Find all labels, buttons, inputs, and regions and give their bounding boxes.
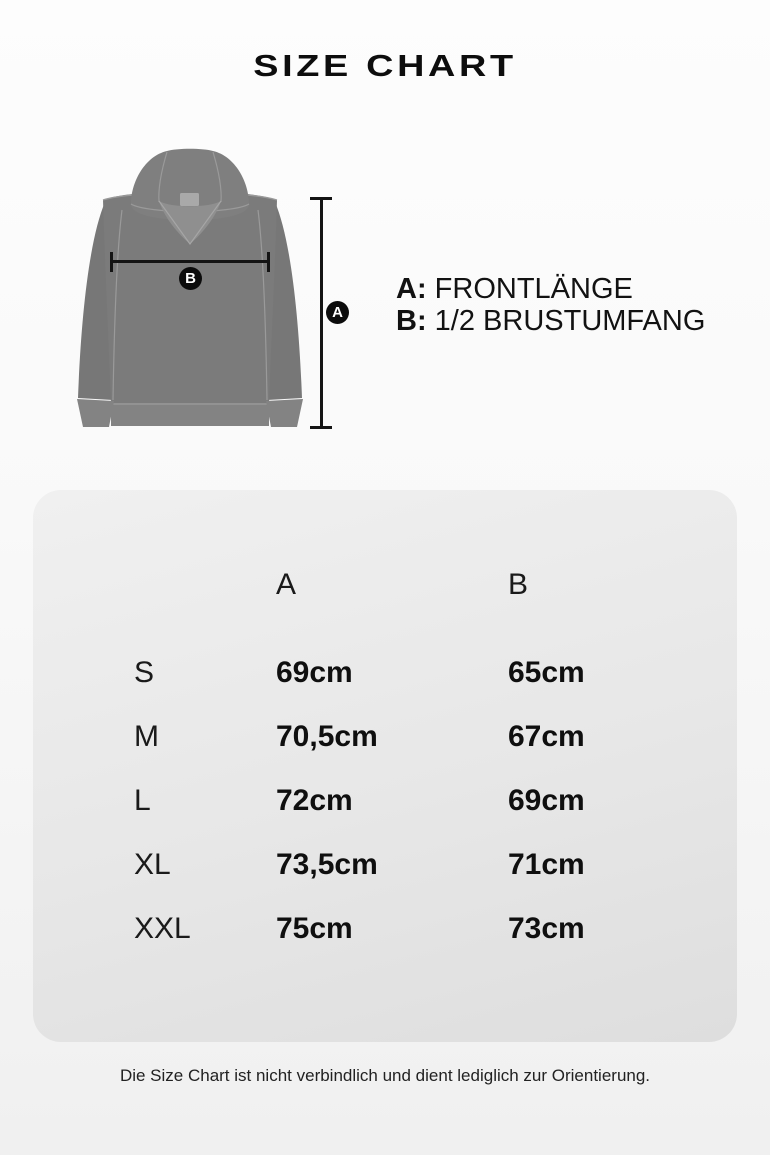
measure-b-line: [111, 260, 269, 263]
hoodie-illustration: [75, 148, 305, 450]
header: [0, 48, 770, 84]
measure-b-cap-right: [267, 252, 270, 272]
legend-key-a: A:: [396, 273, 427, 305]
legend-key-b: B:: [396, 305, 427, 337]
value-a: 75cm: [276, 912, 353, 945]
value-a: 73,5cm: [276, 848, 378, 881]
value-b: 67cm: [508, 720, 585, 753]
size-label: XXL: [134, 912, 191, 945]
measure-a-cap-bottom: [310, 426, 332, 429]
table-row: [33, 641, 737, 705]
table-header-row: [33, 553, 737, 617]
legend-label-a: FRONTLÄNGE: [434, 273, 633, 305]
value-b: 71cm: [508, 848, 585, 881]
size-label: M: [134, 720, 159, 753]
legend-line-a: [396, 273, 705, 305]
disclaimer-text: Die Size Chart ist nicht verbindlich und dient lediglich zur Orientierung.: [119, 1066, 651, 1085]
value-b: 65cm: [508, 656, 585, 689]
marker-b-badge: [179, 267, 202, 290]
value-a: 72cm: [276, 784, 353, 817]
value-b: 73cm: [508, 912, 585, 945]
size-label: L: [134, 784, 151, 817]
value-a: 69cm: [276, 656, 353, 689]
table-row: [33, 897, 737, 961]
size-label: S: [134, 656, 155, 689]
value-a: 70,5cm: [276, 720, 378, 753]
legend-line-b: [396, 305, 705, 337]
marker-a-badge: [326, 301, 349, 324]
measure-b-cap-left: [110, 252, 113, 272]
marker-a-label: A: [332, 304, 343, 321]
table-row: [33, 705, 737, 769]
column-header-a: A: [276, 568, 297, 601]
page-title: SIZE CHART: [253, 48, 517, 83]
size-label: XL: [134, 848, 171, 881]
measure-a-line: [320, 198, 323, 428]
table-row: [33, 833, 737, 897]
measurement-legend: [396, 273, 705, 337]
size-table-card: [33, 490, 737, 1042]
column-header-b: B: [508, 568, 529, 601]
legend-label-b: 1/2 BRUSTUMFANG: [434, 305, 706, 337]
marker-b-label: B: [185, 270, 196, 287]
value-b: 69cm: [508, 784, 585, 817]
table-row: [33, 769, 737, 833]
measure-a-cap-top: [310, 197, 332, 200]
